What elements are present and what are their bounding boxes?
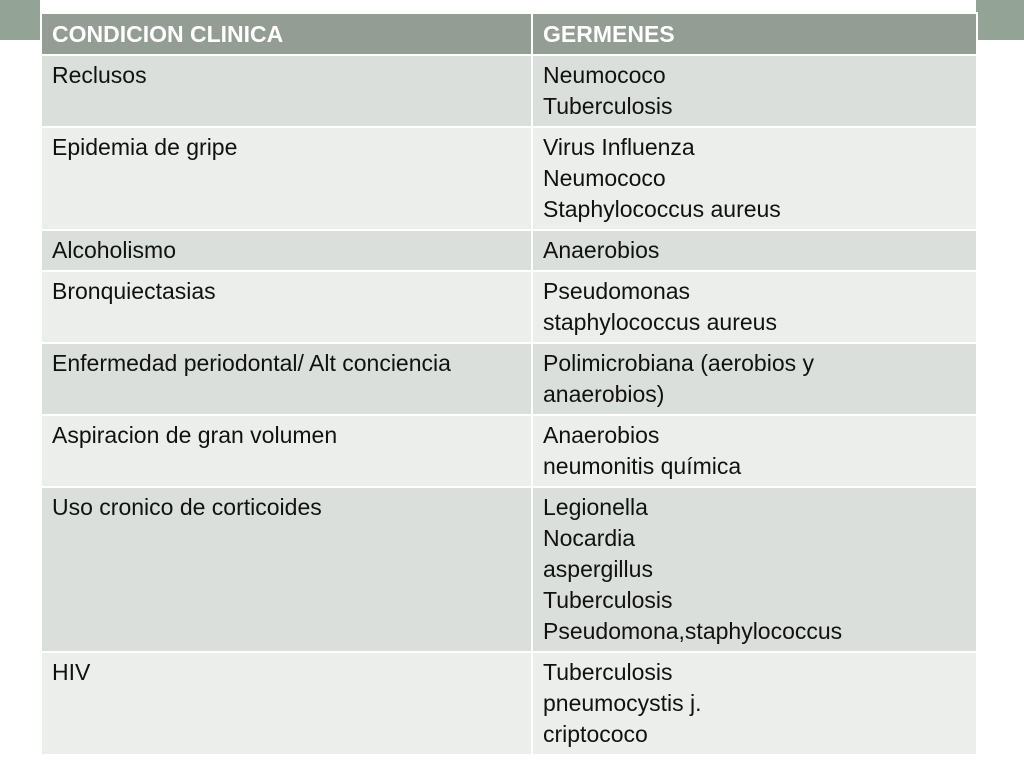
germ-item: anaerobios) <box>543 381 665 407</box>
table-row <box>41 343 977 415</box>
germ-item: aspergillus <box>543 556 653 582</box>
table-row <box>41 230 977 271</box>
germs-cell <box>532 415 977 487</box>
germs-cell <box>532 55 977 127</box>
germs-cell <box>532 230 977 271</box>
germ-item: Neumococo <box>543 165 666 191</box>
germ-item: Polimicrobiana (aerobios y <box>543 350 815 376</box>
header-condicion-clinica: CONDICION CLINICA <box>41 13 532 55</box>
germ-item: Virus Influenza <box>543 134 695 160</box>
table-row <box>41 127 977 230</box>
germ-item: Nocardia <box>543 525 636 551</box>
germs-cell <box>532 487 977 652</box>
condition-cell: Reclusos <box>41 55 532 127</box>
germs-cell <box>532 652 977 755</box>
germ-item: Neumococo <box>543 62 666 88</box>
table-row <box>41 415 977 487</box>
germ-item: Tuberculosis <box>543 587 673 613</box>
condition-cell: Aspiracion de gran volumen <box>41 415 532 487</box>
germs-cell <box>532 343 977 415</box>
table-row <box>41 652 977 755</box>
germ-item: pneumocystis j. <box>543 690 702 716</box>
table-row <box>41 55 977 127</box>
decorative-band-right <box>976 0 1024 40</box>
condition-cell: Enfermedad periodontal/ Alt conciencia <box>41 343 532 415</box>
germ-item: Anaerobios <box>543 237 660 263</box>
germ-item: Tuberculosis <box>543 93 673 119</box>
germ-item: staphylococcus aureus <box>543 309 777 335</box>
table-row <box>41 487 977 652</box>
germ-item: criptococo <box>543 721 648 747</box>
clinical-conditions-table <box>40 12 978 756</box>
table-body <box>41 55 977 755</box>
germ-item: Pseudomona,staphylococcus <box>543 618 843 644</box>
germs-cell <box>532 271 977 343</box>
condition-cell: Epidemia de gripe <box>41 127 532 230</box>
table-header-row <box>41 13 977 55</box>
header-germenes: GERMENES <box>532 13 977 55</box>
germ-item: Staphylococcus aureus <box>543 196 781 222</box>
condition-cell: Alcoholismo <box>41 230 532 271</box>
condition-cell: Uso cronico de corticoides <box>41 487 532 652</box>
germ-item: Legionella <box>543 494 648 520</box>
germ-item: Tuberculosis <box>543 659 673 685</box>
germ-item: Pseudomonas <box>543 278 691 304</box>
germ-item: neumonitis química <box>543 453 742 479</box>
germs-cell <box>532 127 977 230</box>
decorative-band-left <box>0 0 40 40</box>
germ-item: Anaerobios <box>543 422 660 448</box>
condition-cell: HIV <box>41 652 532 755</box>
condition-cell: Bronquiectasias <box>41 271 532 343</box>
table-row <box>41 271 977 343</box>
